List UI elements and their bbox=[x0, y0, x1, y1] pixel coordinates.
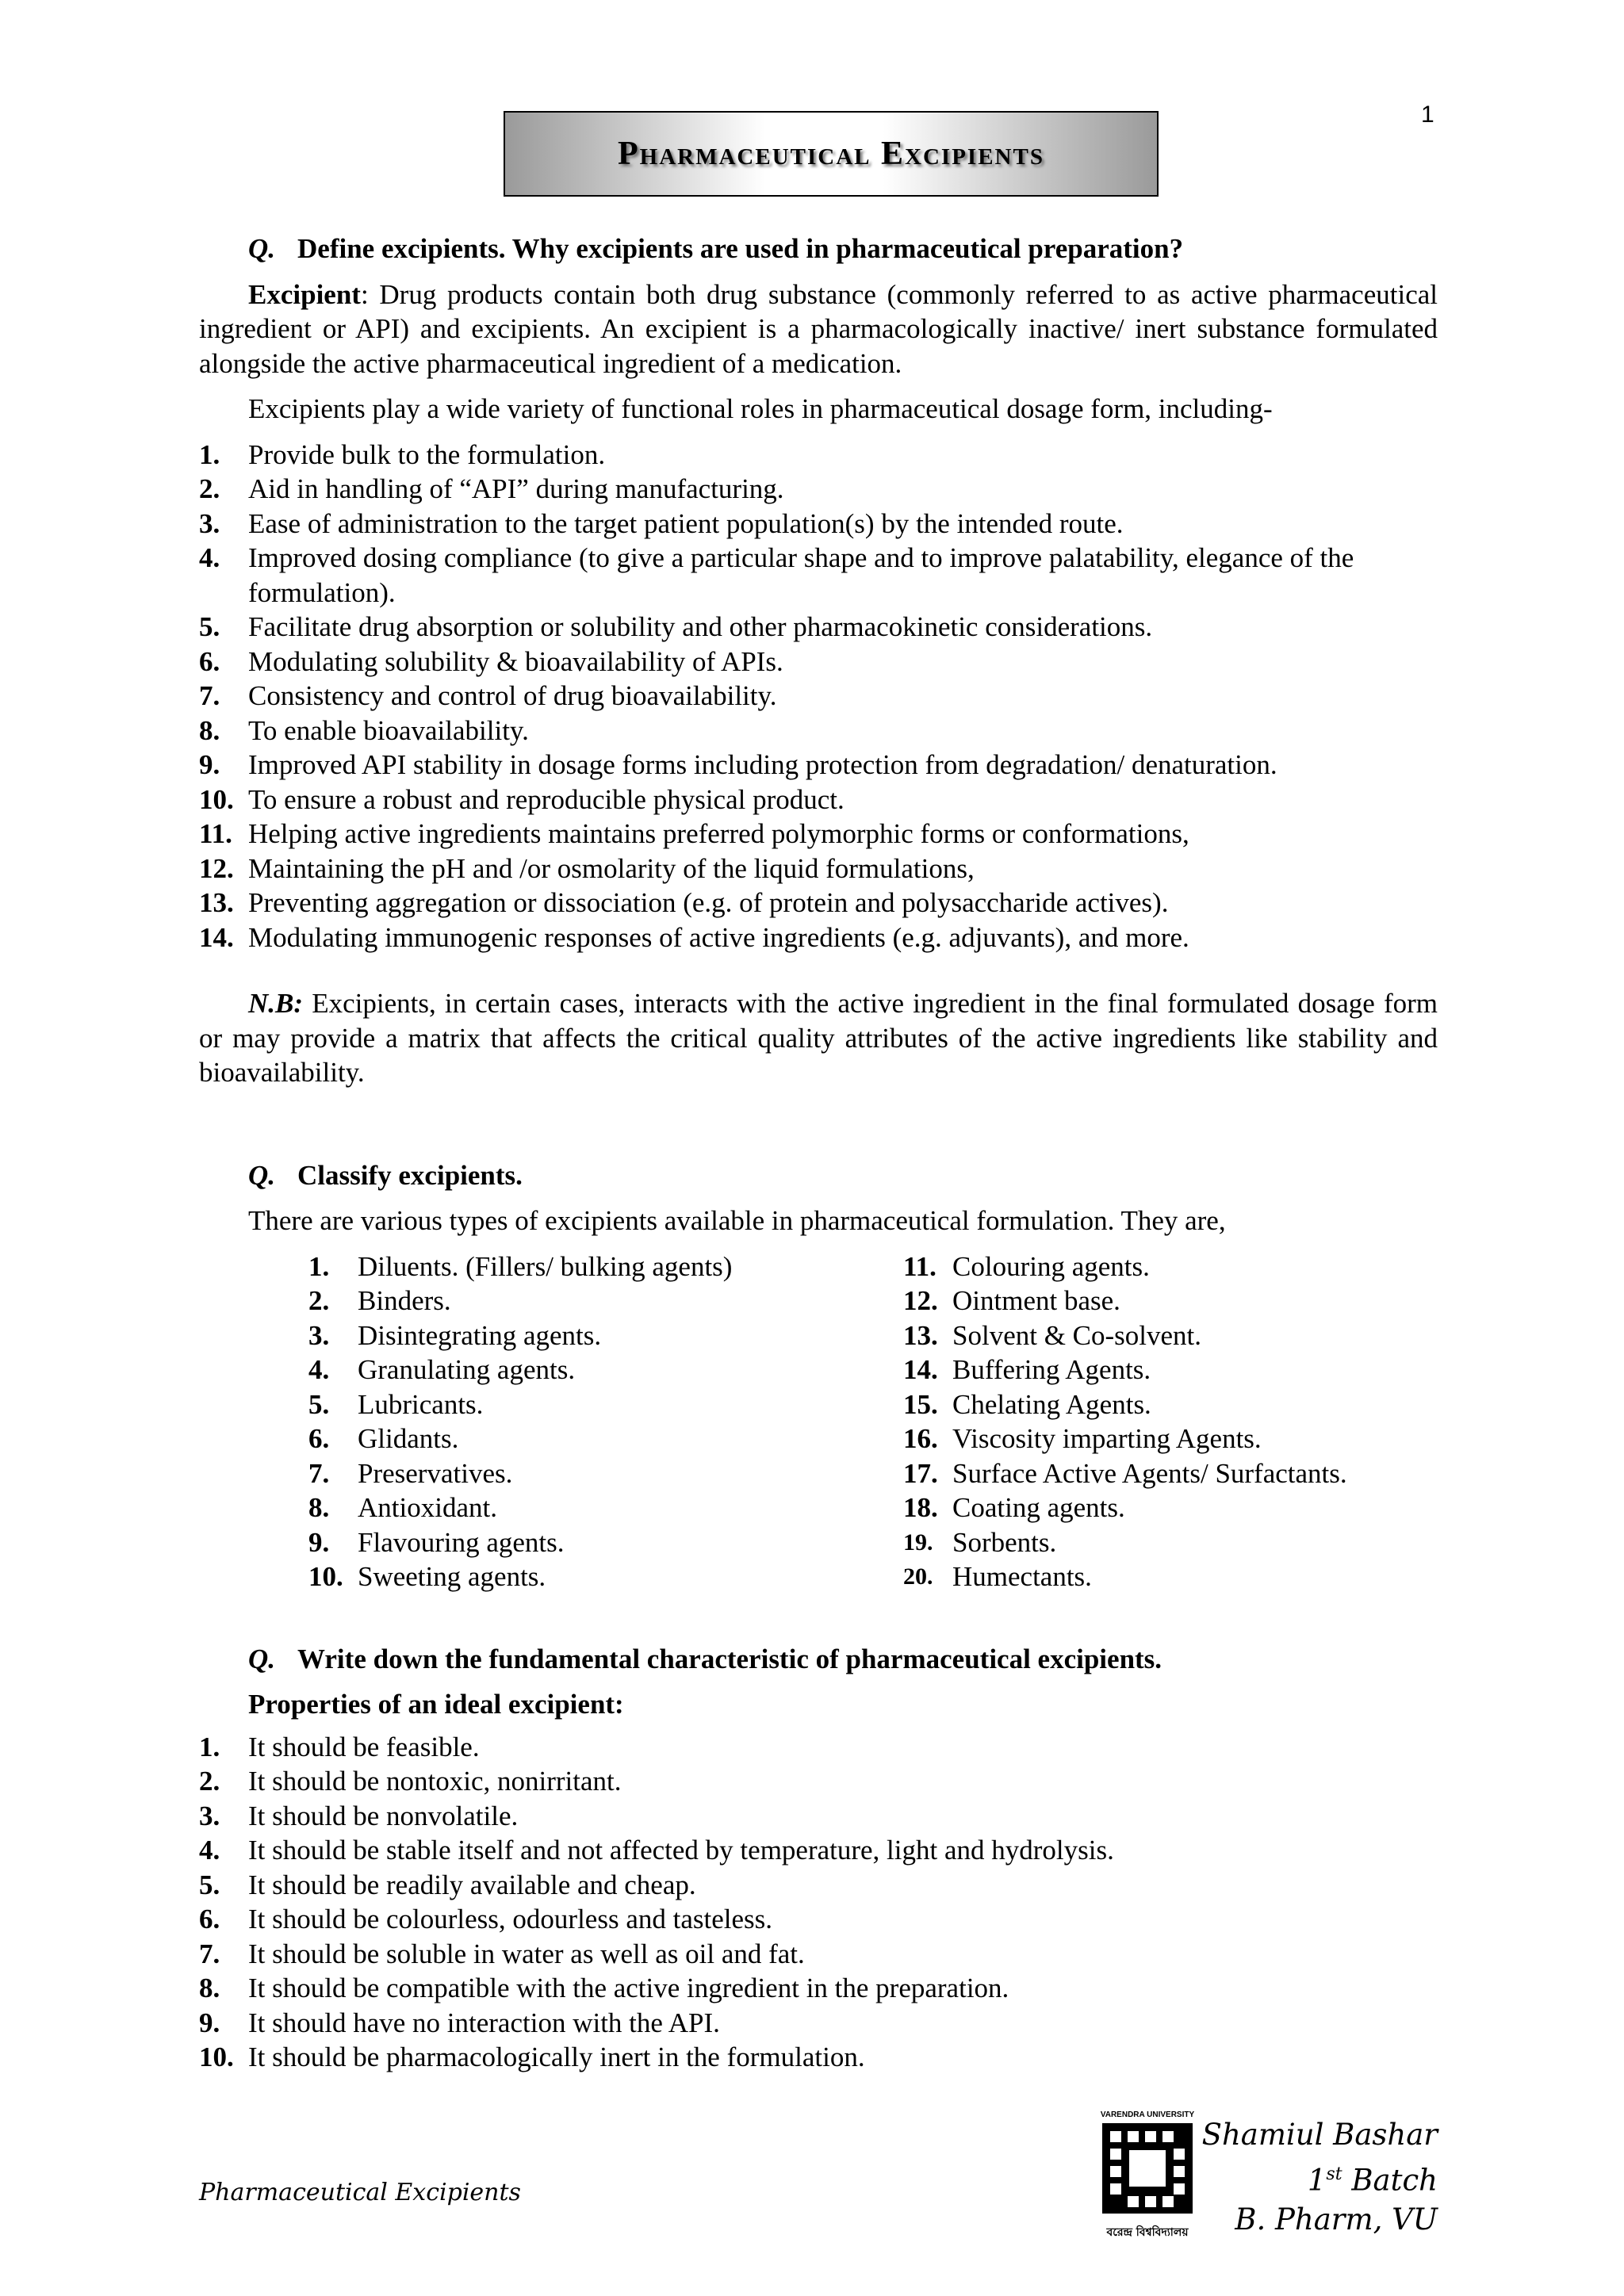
university-logo bbox=[1096, 2107, 1199, 2266]
question-label: Q. bbox=[248, 1643, 276, 1674]
function-item bbox=[199, 541, 1438, 610]
nota-bene bbox=[199, 986, 1438, 1090]
item-text: Surface Active Agents/ Surfactants. bbox=[952, 1457, 1347, 1489]
classification-item bbox=[308, 1353, 903, 1387]
property-item bbox=[199, 2040, 1438, 2075]
question-label: Q. bbox=[248, 233, 276, 264]
item-text: To ensure a robust and reproducible physical product. bbox=[248, 783, 845, 815]
author-signature bbox=[1189, 2115, 1438, 2240]
item-text: Modulating immunogenic responses of active ingredients (e.g. adjuvants), and more. bbox=[248, 921, 1189, 953]
item-number: 5. bbox=[199, 1869, 220, 1900]
item-number: 10. bbox=[199, 2042, 234, 2072]
item-text: Binders. bbox=[358, 1285, 451, 1316]
item-text: It should be stable itself and not affected by temperature, light and hydrolysis. bbox=[248, 1835, 1114, 1866]
item-text: Preservatives. bbox=[358, 1457, 513, 1489]
item-number: 4. bbox=[308, 1354, 330, 1385]
item-text: Disintegrating agents. bbox=[358, 1319, 602, 1351]
question-text: Define excipients. Why excipients are used in pharmaceutical preparation? bbox=[297, 233, 1184, 264]
page-number: 1 bbox=[1421, 101, 1434, 128]
function-item bbox=[199, 748, 1438, 783]
function-item bbox=[199, 438, 1438, 473]
item-text: Helping active ingredients maintains preferred polymorphic forms or conformations, bbox=[248, 818, 1189, 849]
item-text: Coating agents. bbox=[952, 1492, 1125, 1523]
item-text: Preventing aggregation or dissociation (e.g. of protein and polysaccharide actives). bbox=[248, 887, 1169, 918]
item-text: Ointment base. bbox=[952, 1285, 1120, 1316]
item-number: 4. bbox=[199, 1835, 220, 1866]
item-text: It should be pharmacologically inert in the formulation. bbox=[248, 2042, 865, 2072]
item-number: 2. bbox=[308, 1285, 330, 1316]
item-number: 6. bbox=[199, 645, 220, 677]
item-number: 16. bbox=[903, 1423, 938, 1454]
classification-item bbox=[308, 1284, 903, 1318]
property-item bbox=[199, 1902, 1438, 1937]
classification-item bbox=[903, 1318, 1379, 1353]
item-text: Chelating Agents. bbox=[952, 1388, 1151, 1420]
item-number: 9. bbox=[308, 1526, 330, 1558]
question-text: Classify excipients. bbox=[297, 1159, 523, 1191]
item-number: 6. bbox=[308, 1423, 330, 1454]
property-item bbox=[199, 1833, 1438, 1868]
classification-item bbox=[308, 1559, 903, 1594]
classification-item bbox=[308, 1456, 903, 1491]
footer-title: Pharmaceutical Excipients bbox=[199, 2179, 521, 2206]
property-item bbox=[199, 1937, 1438, 1972]
classification-item bbox=[308, 1249, 903, 1284]
item-text: It should be readily available and cheap. bbox=[248, 1869, 696, 1900]
item-number: 2. bbox=[199, 1766, 220, 1797]
functions-list bbox=[199, 438, 1438, 955]
item-number: 8. bbox=[308, 1492, 330, 1523]
question-text: Write down the fundamental characteristic of pharmaceutical excipients. bbox=[297, 1643, 1162, 1674]
item-text: Provide bulk to the formulation. bbox=[248, 438, 606, 470]
item-text: It should be nonvolatile. bbox=[248, 1800, 519, 1831]
item-number: 15. bbox=[903, 1388, 938, 1420]
item-number: 2. bbox=[199, 473, 220, 504]
excipient-definition bbox=[199, 277, 1438, 381]
logo-text-top: VARENDRA UNIVERSITY bbox=[1100, 2110, 1195, 2119]
classification-item bbox=[308, 1525, 903, 1560]
functions-intro: Excipients play a wide variety of functional roles in pharmaceutical dosage form, including- bbox=[248, 393, 1273, 424]
item-number: 1. bbox=[308, 1250, 330, 1282]
item-number: 1. bbox=[199, 1731, 220, 1762]
item-text: Improved API stability in dosage forms including protection from degradation/ denaturation. bbox=[248, 749, 1277, 780]
item-number: 7. bbox=[199, 1938, 220, 1969]
item-number: 18. bbox=[903, 1492, 938, 1523]
item-number: 9. bbox=[199, 2007, 220, 2038]
item-number: 8. bbox=[199, 714, 220, 746]
item-number: 19. bbox=[903, 1529, 933, 1556]
item-number: 7. bbox=[199, 680, 220, 711]
item-number: 5. bbox=[308, 1388, 330, 1420]
function-item bbox=[199, 610, 1438, 645]
item-text: Aid in handling of “API” during manufacturing. bbox=[248, 473, 784, 504]
university-logo-icon bbox=[1096, 2107, 1199, 2266]
properties-list bbox=[199, 1730, 1438, 2075]
classification-item bbox=[903, 1559, 1379, 1594]
item-number: 13. bbox=[903, 1319, 938, 1351]
question-1 bbox=[248, 232, 1438, 266]
item-text: Facilitate drug absorption or solubility and other pharmacokinetic considerations. bbox=[248, 611, 1153, 642]
item-text: It should be compatible with the active ingredient in the preparation. bbox=[248, 1973, 1009, 2003]
item-number: 10. bbox=[308, 1561, 343, 1592]
function-item bbox=[199, 783, 1438, 817]
item-number: 14. bbox=[903, 1354, 938, 1385]
item-text: To enable bioavailability. bbox=[248, 714, 529, 746]
item-number: 14. bbox=[199, 921, 234, 953]
item-number: 12. bbox=[903, 1285, 938, 1316]
classification-item bbox=[308, 1387, 903, 1422]
item-text: Sweeting agents. bbox=[358, 1561, 546, 1592]
item-text: Antioxidant. bbox=[358, 1492, 497, 1523]
item-text: Improved dosing compliance (to give a particular shape and to improve palatability, elegance of the formulation). bbox=[248, 542, 1354, 608]
author-batch: 1st Batch bbox=[1307, 2163, 1438, 2198]
classification-columns bbox=[308, 1249, 1438, 1594]
property-item bbox=[199, 1730, 1438, 1765]
item-number: 17. bbox=[903, 1457, 938, 1489]
item-text: Modulating solubility & bioavailability of APIs. bbox=[248, 645, 783, 677]
item-number: 4. bbox=[199, 542, 220, 573]
item-text: It should be colourless, odourless and tasteless. bbox=[248, 1904, 773, 1934]
question-2 bbox=[248, 1158, 1438, 1193]
classification-item bbox=[903, 1525, 1379, 1560]
classification-item bbox=[903, 1456, 1379, 1491]
item-number: 5. bbox=[199, 611, 220, 642]
definition-term: Excipient bbox=[248, 278, 361, 310]
item-number: 3. bbox=[199, 1800, 220, 1831]
item-number: 12. bbox=[199, 852, 234, 884]
item-number: 9. bbox=[199, 749, 220, 780]
item-number: 3. bbox=[308, 1319, 330, 1351]
function-item bbox=[199, 886, 1438, 920]
item-text: Sorbents. bbox=[952, 1526, 1057, 1558]
classification-intro: There are various types of excipients available in pharmaceutical formulation. They are, bbox=[248, 1205, 1226, 1236]
item-text: Granulating agents. bbox=[358, 1354, 576, 1385]
function-item bbox=[199, 920, 1438, 955]
item-text: It should be feasible. bbox=[248, 1731, 480, 1762]
item-text: Glidants. bbox=[358, 1423, 459, 1454]
document-body bbox=[199, 232, 1438, 2075]
definition-text: : Drug products contain both drug substance (commonly referred to as active pharmaceutical ingredient or API) and excipients. An excipient is a pharmacologically inactive/ inert substance formulated alongside the active pharmaceutical ingredient of a medication. bbox=[199, 278, 1438, 379]
item-text: Lubricants. bbox=[358, 1388, 484, 1420]
classification-item bbox=[903, 1249, 1379, 1284]
author-program: B. Pharm, VU bbox=[1235, 2202, 1438, 2237]
item-text: Humectants. bbox=[952, 1561, 1092, 1592]
item-text: Colouring agents. bbox=[952, 1250, 1150, 1282]
item-text: Flavouring agents. bbox=[358, 1526, 565, 1558]
classification-item bbox=[308, 1318, 903, 1353]
item-number: 3. bbox=[199, 507, 220, 539]
item-number: 8. bbox=[199, 1973, 220, 2003]
item-number: 20. bbox=[903, 1563, 933, 1590]
classification-item bbox=[308, 1422, 903, 1456]
property-item bbox=[199, 1799, 1438, 1834]
item-number: 1. bbox=[199, 438, 220, 470]
item-text: Maintaining the pH and /or osmolarity of the liquid formulations, bbox=[248, 852, 975, 884]
item-text: It should be nontoxic, nonirritant. bbox=[248, 1766, 622, 1797]
classification-item bbox=[903, 1284, 1379, 1318]
classification-column-1 bbox=[308, 1249, 903, 1594]
classification-item bbox=[903, 1490, 1379, 1525]
item-number: 6. bbox=[199, 1904, 220, 1934]
item-number: 13. bbox=[199, 887, 234, 918]
function-item bbox=[199, 679, 1438, 714]
function-item bbox=[199, 714, 1438, 748]
item-number: 10. bbox=[199, 783, 234, 815]
item-text: Ease of administration to the target patient population(s) by the intended route. bbox=[248, 507, 1124, 539]
classification-item bbox=[308, 1490, 903, 1525]
function-item bbox=[199, 507, 1438, 541]
classification-column-2 bbox=[903, 1249, 1379, 1594]
function-item bbox=[199, 851, 1438, 886]
nb-text: Excipients, in certain cases, interacts with the active ingredient in the final formulated dosage form or may provide a matrix that affects the critical quality attributes of the active ingredients like stability and bioavailability. bbox=[199, 988, 1438, 1088]
function-item bbox=[199, 472, 1438, 507]
item-text: Buffering Agents. bbox=[952, 1354, 1151, 1385]
function-item bbox=[199, 645, 1438, 679]
properties-heading: Properties of an ideal excipient: bbox=[248, 1689, 624, 1720]
item-number: 11. bbox=[199, 818, 232, 849]
item-number: 7. bbox=[308, 1457, 330, 1489]
title-box bbox=[504, 111, 1159, 197]
classification-item bbox=[903, 1387, 1379, 1422]
property-item bbox=[199, 1971, 1438, 2006]
author-name: Shamiul Bashar bbox=[1201, 2118, 1438, 2152]
function-item bbox=[199, 817, 1438, 851]
nb-label: N.B: bbox=[248, 988, 304, 1019]
classification-item bbox=[903, 1422, 1379, 1456]
item-number: 11. bbox=[903, 1250, 936, 1282]
question-label: Q. bbox=[248, 1159, 276, 1191]
property-item bbox=[199, 1764, 1438, 1799]
page-title: Pharmaceutical Excipients bbox=[618, 136, 1044, 172]
property-item bbox=[199, 2006, 1438, 2041]
classification-item bbox=[903, 1353, 1379, 1387]
question-3 bbox=[248, 1642, 1438, 1677]
property-item bbox=[199, 1868, 1438, 1903]
item-text: Consistency and control of drug bioavailability. bbox=[248, 680, 777, 711]
item-text: It should have no interaction with the API. bbox=[248, 2007, 720, 2038]
item-text: Solvent & Co-solvent. bbox=[952, 1319, 1202, 1351]
item-text: Diluents. (Fillers/ bulking agents) bbox=[358, 1250, 733, 1282]
item-text: Viscosity imparting Agents. bbox=[952, 1423, 1262, 1454]
item-text: It should be soluble in water as well as oil and fat. bbox=[248, 1938, 805, 1969]
logo-text-bottom: বরেন্দ্র বিশ্ববিদ্যালয় bbox=[1106, 2226, 1189, 2239]
